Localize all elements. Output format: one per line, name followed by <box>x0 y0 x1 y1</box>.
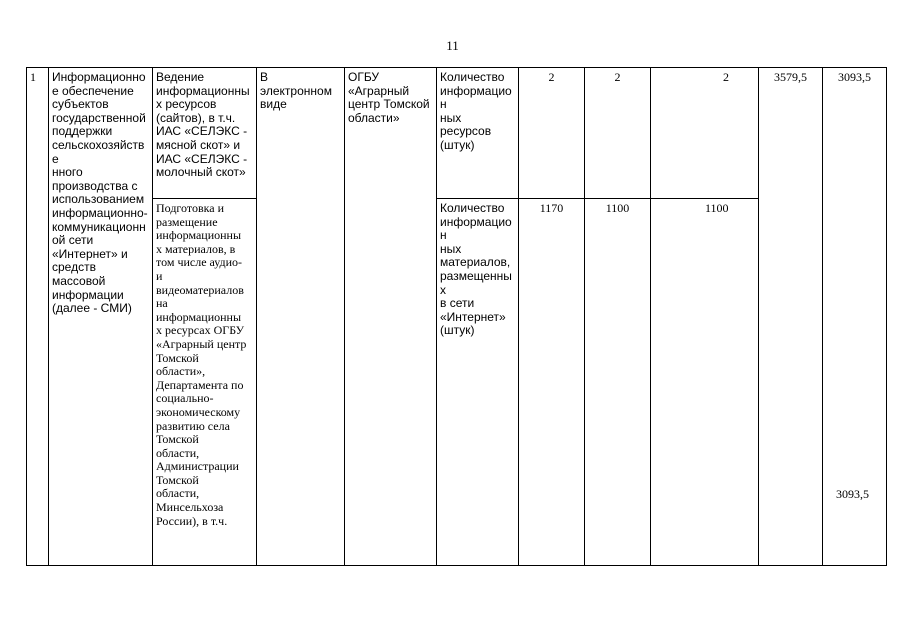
indicator-1-value-2: 2 <box>585 68 651 199</box>
indicator-1-cell <box>437 68 519 199</box>
funding-value-3: 3093,5 <box>836 487 869 501</box>
activity-1-cell <box>153 68 257 199</box>
activity-2-text: Подготовка и размещение информационны х материалов, в том числе аудио- и видеоматериалов на информационны х ресурсах ОГБУ «Аграрный центр Томской области», Департамента по социально- экономическому развитию села Томской области, Администрации Томской области, Минсельхоза России), в т.ч. <box>156 201 247 528</box>
page-number: 11 <box>446 38 459 53</box>
task-cell <box>49 68 153 566</box>
indicator-2-value-3: 1100 <box>651 199 759 566</box>
indicator-1-value-3: 2 <box>651 68 759 199</box>
program-table <box>26 67 887 566</box>
form-cell <box>257 68 345 566</box>
indicator-2-value-2: 1100 <box>585 199 651 566</box>
executor-cell <box>345 68 437 566</box>
indicator-2-cell <box>437 199 519 566</box>
activity-1-text: Ведение информационны х ресурсов (сайтов), в т.ч. ИАС «СЕЛЭКС - мясной скот» и ИАС «СЕЛЭКС - молочный скот» <box>156 70 250 180</box>
executor-text: ОГБУ «Аграрный центр Томской области» <box>348 70 430 125</box>
form-text: В электронном виде <box>260 70 332 112</box>
indicator-1-value-1: 2 <box>519 68 585 199</box>
funding-value-1: 3579,5 <box>759 68 823 566</box>
task-text: Информационно е обеспечение субъектов государственной поддержки сельскохозяйстве нного производства с использованием информационно- коммуникационн ой сети «Интернет» и средств массовой информации (далее - СМИ) <box>52 70 148 316</box>
funding-value-2: 3093,5 <box>823 68 887 566</box>
activity-2-cell <box>153 199 257 566</box>
indicator-2-text: Количество информацион ных материалов, размещенных в сети «Интернет» (штук) <box>440 201 512 338</box>
row-index: 1 <box>27 68 49 566</box>
indicator-2-value-1: 1170 <box>519 199 585 566</box>
indicator-1-text: Количество информацион ных ресурсов (штук) <box>440 70 512 152</box>
